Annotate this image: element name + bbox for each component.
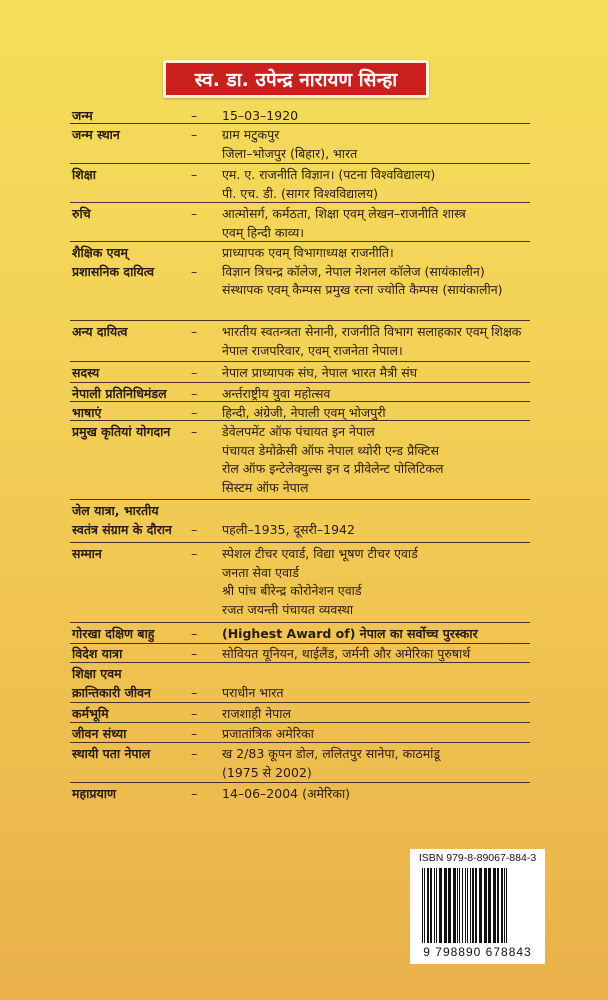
bio-values [222,502,355,539]
row-divider [70,782,530,783]
bio-values [222,625,478,644]
bio-separator: – [191,786,198,801]
bio-label [72,502,172,539]
barcode-bar [501,868,503,943]
bio-value-line: डेवेलपमेंट ऑफ पंचायत इन नेपाल [222,424,375,439]
bio-value-line: पी. एच. डी. (सागर विश्वविद्यालय) [222,185,378,201]
barcode-bar [448,868,451,943]
bio-values [222,725,314,744]
barcode-bar [470,868,471,943]
bio-value-line: भारतीय स्वतन्त्रता सेनानी, राजनीति विभाग सलाहकार एवम् शिक्षक [222,324,522,339]
barcode-bar [430,868,432,943]
bio-label [72,126,120,145]
bio-label-line: जीवन संध्या [72,726,127,741]
barcode-bars [422,868,536,943]
bio-label-line: शिक्षा एवम [72,666,122,681]
bio-value-line: संस्थापक एवम् कैम्पस प्रमुख रत्ना ज्योति कैम्पस (सायंकालीन) [222,282,503,297]
barcode-digits: 9 798890 678843 [423,945,532,959]
bio-value-line: पराधीन भारत [222,684,284,700]
bio-separator: – [191,108,198,123]
bio-value-line: एवम् हिन्दी काव्य। [222,224,304,240]
row-divider [70,361,530,362]
barcode-bar [453,868,456,943]
bio-separator: – [191,521,198,537]
row-divider [70,702,530,703]
bio-value-line: पहली–1935, दूसरी–1942 [222,521,355,537]
bio-label-line: रुचि [72,206,91,221]
bio-values [222,745,440,782]
bio-values [222,423,443,497]
bio-label [72,545,102,564]
bio-value-line: (Highest Award of) नेपाल का सर्वोच्च पुरस्कार [222,626,478,641]
barcode-bar [459,868,460,943]
bio-label-line: सम्मान [72,546,102,561]
bio-label-line: प्रशासनिक दायित्व [72,263,155,279]
bio-label [72,785,116,804]
bio-label [72,665,151,702]
isbn-label: ISBN 979-8-89067-884-3 [418,852,537,864]
row-divider [70,622,530,623]
barcode-bar [422,868,423,943]
bio-label [72,166,96,185]
bio-separator: – [191,127,198,142]
bio-value-line: श्री पांच बीरेन्द्र कोरोनेशन एवार्ड [222,583,362,598]
bio-label [72,745,150,764]
bio-separator: – [191,546,198,561]
bio-label-line: शिक्षा [72,167,96,182]
barcode-bar [436,868,437,943]
barcode-bar [504,868,505,943]
isbn-barcode [410,849,545,964]
bio-value-line: स्पेशल टीचर एवार्ड, विद्या भूषण टीचर एवार्ड [222,546,418,561]
barcode-bar [444,868,447,943]
bio-label-line: भाषाएं [72,405,102,420]
bio-values [222,545,418,619]
barcode-bar [472,868,474,943]
bio-values [222,364,417,383]
bio-value-line: आत्मोसर्ग, कर्मठता, शिक्षा एवम् लेखन–राजनीति शास्त्र [222,206,466,221]
bio-value-line: रजत जयन्ती पंचायत व्यवस्था [222,601,354,617]
bio-value-line: 15–03–1920 [222,108,299,123]
row-divider [70,722,530,723]
barcode-bar [479,868,482,943]
barcode-bar [465,868,466,943]
bio-values [222,645,470,664]
bio-values [222,323,521,360]
bio-label-line: स्वतंत्र संग्राम के दौरान [72,521,172,537]
bio-value-line [222,502,355,521]
bio-separator: – [191,324,198,339]
bio-value-line: हिन्दी, अंग्रेजी, नेपाली एवम् भोजपुरी [222,405,386,420]
row-divider [70,123,530,124]
bio-value-line [222,665,284,684]
barcode-bar [457,868,458,943]
bio-values [222,244,503,300]
row-divider [70,662,530,663]
bio-label-line: क्रान्तिकारी जीवन [72,684,151,700]
bio-value-line: नेपाल राजपरिवार, एवम् राजनेता नेपाल। [222,342,403,358]
bio-separator: – [191,746,198,761]
bio-value-line: राजशाही नेपाल [222,706,291,721]
bio-values [222,205,466,242]
row-divider [70,241,530,242]
bio-value-line: ख 2/83 कूपन डोल, ललितपुर सानेपा, काठमांडू [222,746,441,761]
row-divider [70,163,530,164]
bio-value-line: एम. ए. राजनीति विज्ञान। (पटना विश्वविद्यालय) [222,167,436,182]
bio-label-line: सदस्य [72,365,100,380]
row-divider [70,202,530,203]
row-divider [70,420,530,421]
bio-label-line: महाप्रयाण [72,786,116,801]
barcode-bar [424,868,425,943]
bio-label-line: जन्म स्थान [72,127,120,142]
bio-separator: – [191,167,198,182]
author-name-title: स्व. डा. उपेन्द्र नारायण सिन्हा [194,69,398,91]
bio-value-line: सिस्टम ऑफ नेपाल [222,479,309,495]
bio-separator: – [191,646,198,661]
row-divider [70,742,530,743]
bio-label-line: शैक्षिक एवम् [72,245,128,260]
bio-label [72,725,126,744]
bio-separator: – [191,684,198,700]
barcode-bar [506,868,507,943]
bio-value-line: प्रजातांत्रिक अमेरिका [222,726,314,741]
bio-separator: – [191,405,198,420]
bio-separator: – [191,263,198,279]
bio-separator: – [191,726,198,741]
barcode-bar [462,868,463,943]
bio-label [72,423,170,442]
barcode-bar [497,868,499,943]
bio-value-line: जनता सेवा एवार्ड [222,564,299,580]
bio-label [72,625,154,644]
bio-label [72,205,91,224]
bio-label [72,705,109,724]
bio-value-line: अर्न्तराष्ट्रीय युवा महोत्सव [222,386,331,401]
bio-separator: – [191,626,198,641]
bio-values [222,705,291,724]
bio-label-line: नेपाली प्रतिनिधिमंडल [72,386,167,401]
bio-label [72,244,154,281]
bio-label [72,645,122,664]
barcode-bar [493,868,496,943]
bio-value-line: प्राध्यापक एवम् विभागाध्यक्ष राजनीति। [222,245,394,260]
bio-values [222,166,435,203]
bio-separator: – [191,386,198,401]
bio-value-line: ग्राम मटुकपुर [222,127,280,142]
row-divider [70,542,530,543]
bio-value-line: रोल ऑफ इन्टेलेक्युल्स इन द प्रीवेलेन्ट पोलिटिकल [222,461,444,476]
bio-separator: – [191,206,198,221]
bio-label [72,323,127,342]
bio-label [72,364,99,383]
bio-separator: – [191,365,198,380]
barcode-bar [488,868,491,943]
barcode-bar [484,868,487,943]
bio-values [222,665,284,702]
bio-values [222,785,350,804]
bio-value-line: 14–06–2004 (अमेरिका) [222,786,351,801]
row-divider [70,499,530,500]
bio-separator: – [191,424,198,439]
bio-value-line: जिला–भोजपुर (बिहार), भारत [222,145,358,161]
bio-label-line: जेल यात्रा, भारतीय [72,503,159,518]
barcode-bar [439,868,442,943]
bio-label-line: प्रमुख कृतियां योगदान [72,424,171,439]
bio-label-line: स्थायी पता नेपाल [72,746,151,761]
bio-value-line: नेपाल प्राध्यापक संघ, नेपाल भारत मैत्री संघ [222,365,418,380]
bio-label-line: गोरखा दक्षिण बाहु [72,626,155,641]
barcode-bar [467,868,468,943]
row-divider [70,320,530,321]
bio-separator: – [191,706,198,721]
barcode-bar [427,868,429,943]
bio-label-line: जन्म [72,108,93,123]
bio-value-line: सोवियत यूनियन, थाईलैंड, जर्मनी और अमेरिका पुरुषार्थ [222,646,471,661]
bio-value-line: (1975 से 2002) [222,764,312,780]
bio-label-line: कर्मभूमि [72,706,109,721]
bio-values [222,126,357,163]
bio-value-line: विज्ञान त्रिचन्द्र कॉलेज, नेपाल नेशनल कॉलेज (सायंकालीन) [222,263,485,279]
barcode-bar [475,868,477,943]
row-divider [70,382,530,383]
row-divider [70,401,530,402]
row-divider [70,643,530,644]
bio-label-line: विदेश यात्रा [72,646,123,661]
barcode-bar [434,868,435,943]
bio-value-line: पंचायत डेमोक्रेसी ऑफ नेपाल थ्योरी एन्ड प्रैक्टिस [222,442,440,458]
bio-label-line: अन्य दायित्व [72,324,128,339]
